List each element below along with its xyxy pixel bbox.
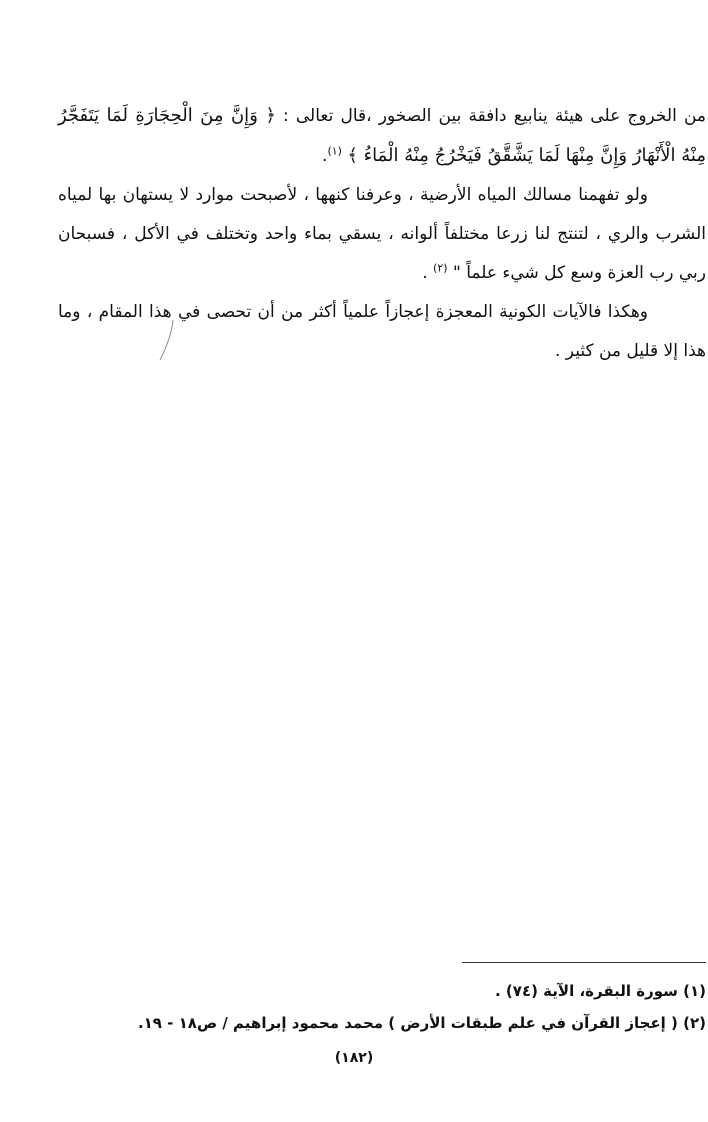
paragraph-1-end: .	[322, 146, 328, 166]
quran-verse: ﴿ وَإِنَّ مِنَ الْحِجَارَةِ لَمَا يَتَفَجَّرُ مِنْهُ الْأَنْهَارُ وَإِنَّ مِنْهَا لَمَا يَشَّقَّقُ فَيَخْرُجُ مِنْهُ الْمَاءُ ﴾	[58, 105, 706, 166]
paragraph-1-text: من الخروج على هيئة ينابيع دافقة بين الصخور ،قال تعالى :	[275, 106, 706, 126]
paragraph-2	[58, 176, 706, 293]
page-number: (١٨٢)	[334, 1050, 374, 1066]
footnote-divider	[462, 962, 706, 963]
footnote-ref-2[interactable]: (٢)	[433, 261, 448, 275]
paragraph-3: وهكذا فالآيات الكونية المعجزة إعجازاً علمياً أكثر من أن تحصى في هذا المقام ، وما هذا إلا قليل من كثير .	[58, 302, 706, 361]
footnote-2: (٢) ( إعجاز القرآن في علم طبقات الأرض ) محمد محمود إبراهيم / ص١٨ - ١٩.	[137, 1014, 706, 1032]
footnotes	[60, 975, 706, 1039]
pen-stroke-mark	[158, 318, 176, 362]
footnote-ref-1[interactable]: (١)	[327, 144, 342, 158]
paragraph-2-end: .	[422, 263, 434, 283]
body-text	[58, 96, 706, 371]
footnote-1: (١) سورة البقرة، الآية (٧٤) .	[495, 982, 706, 1000]
paragraph-2-text: ولو تفهمنا مسالك المياه الأرضية ، وعرفنا كنهها ، لأصبحت موارد لا يستهان بها لمياه الشرب والري ، لتنتج لنا زرعا مختلفاً ألوانه ، يسقي بماء واحد وتختلف في الأكل ، فسبحان ربي رب العزة وسع كل شيء علماً "	[58, 185, 706, 283]
paragraph-1	[58, 96, 706, 176]
